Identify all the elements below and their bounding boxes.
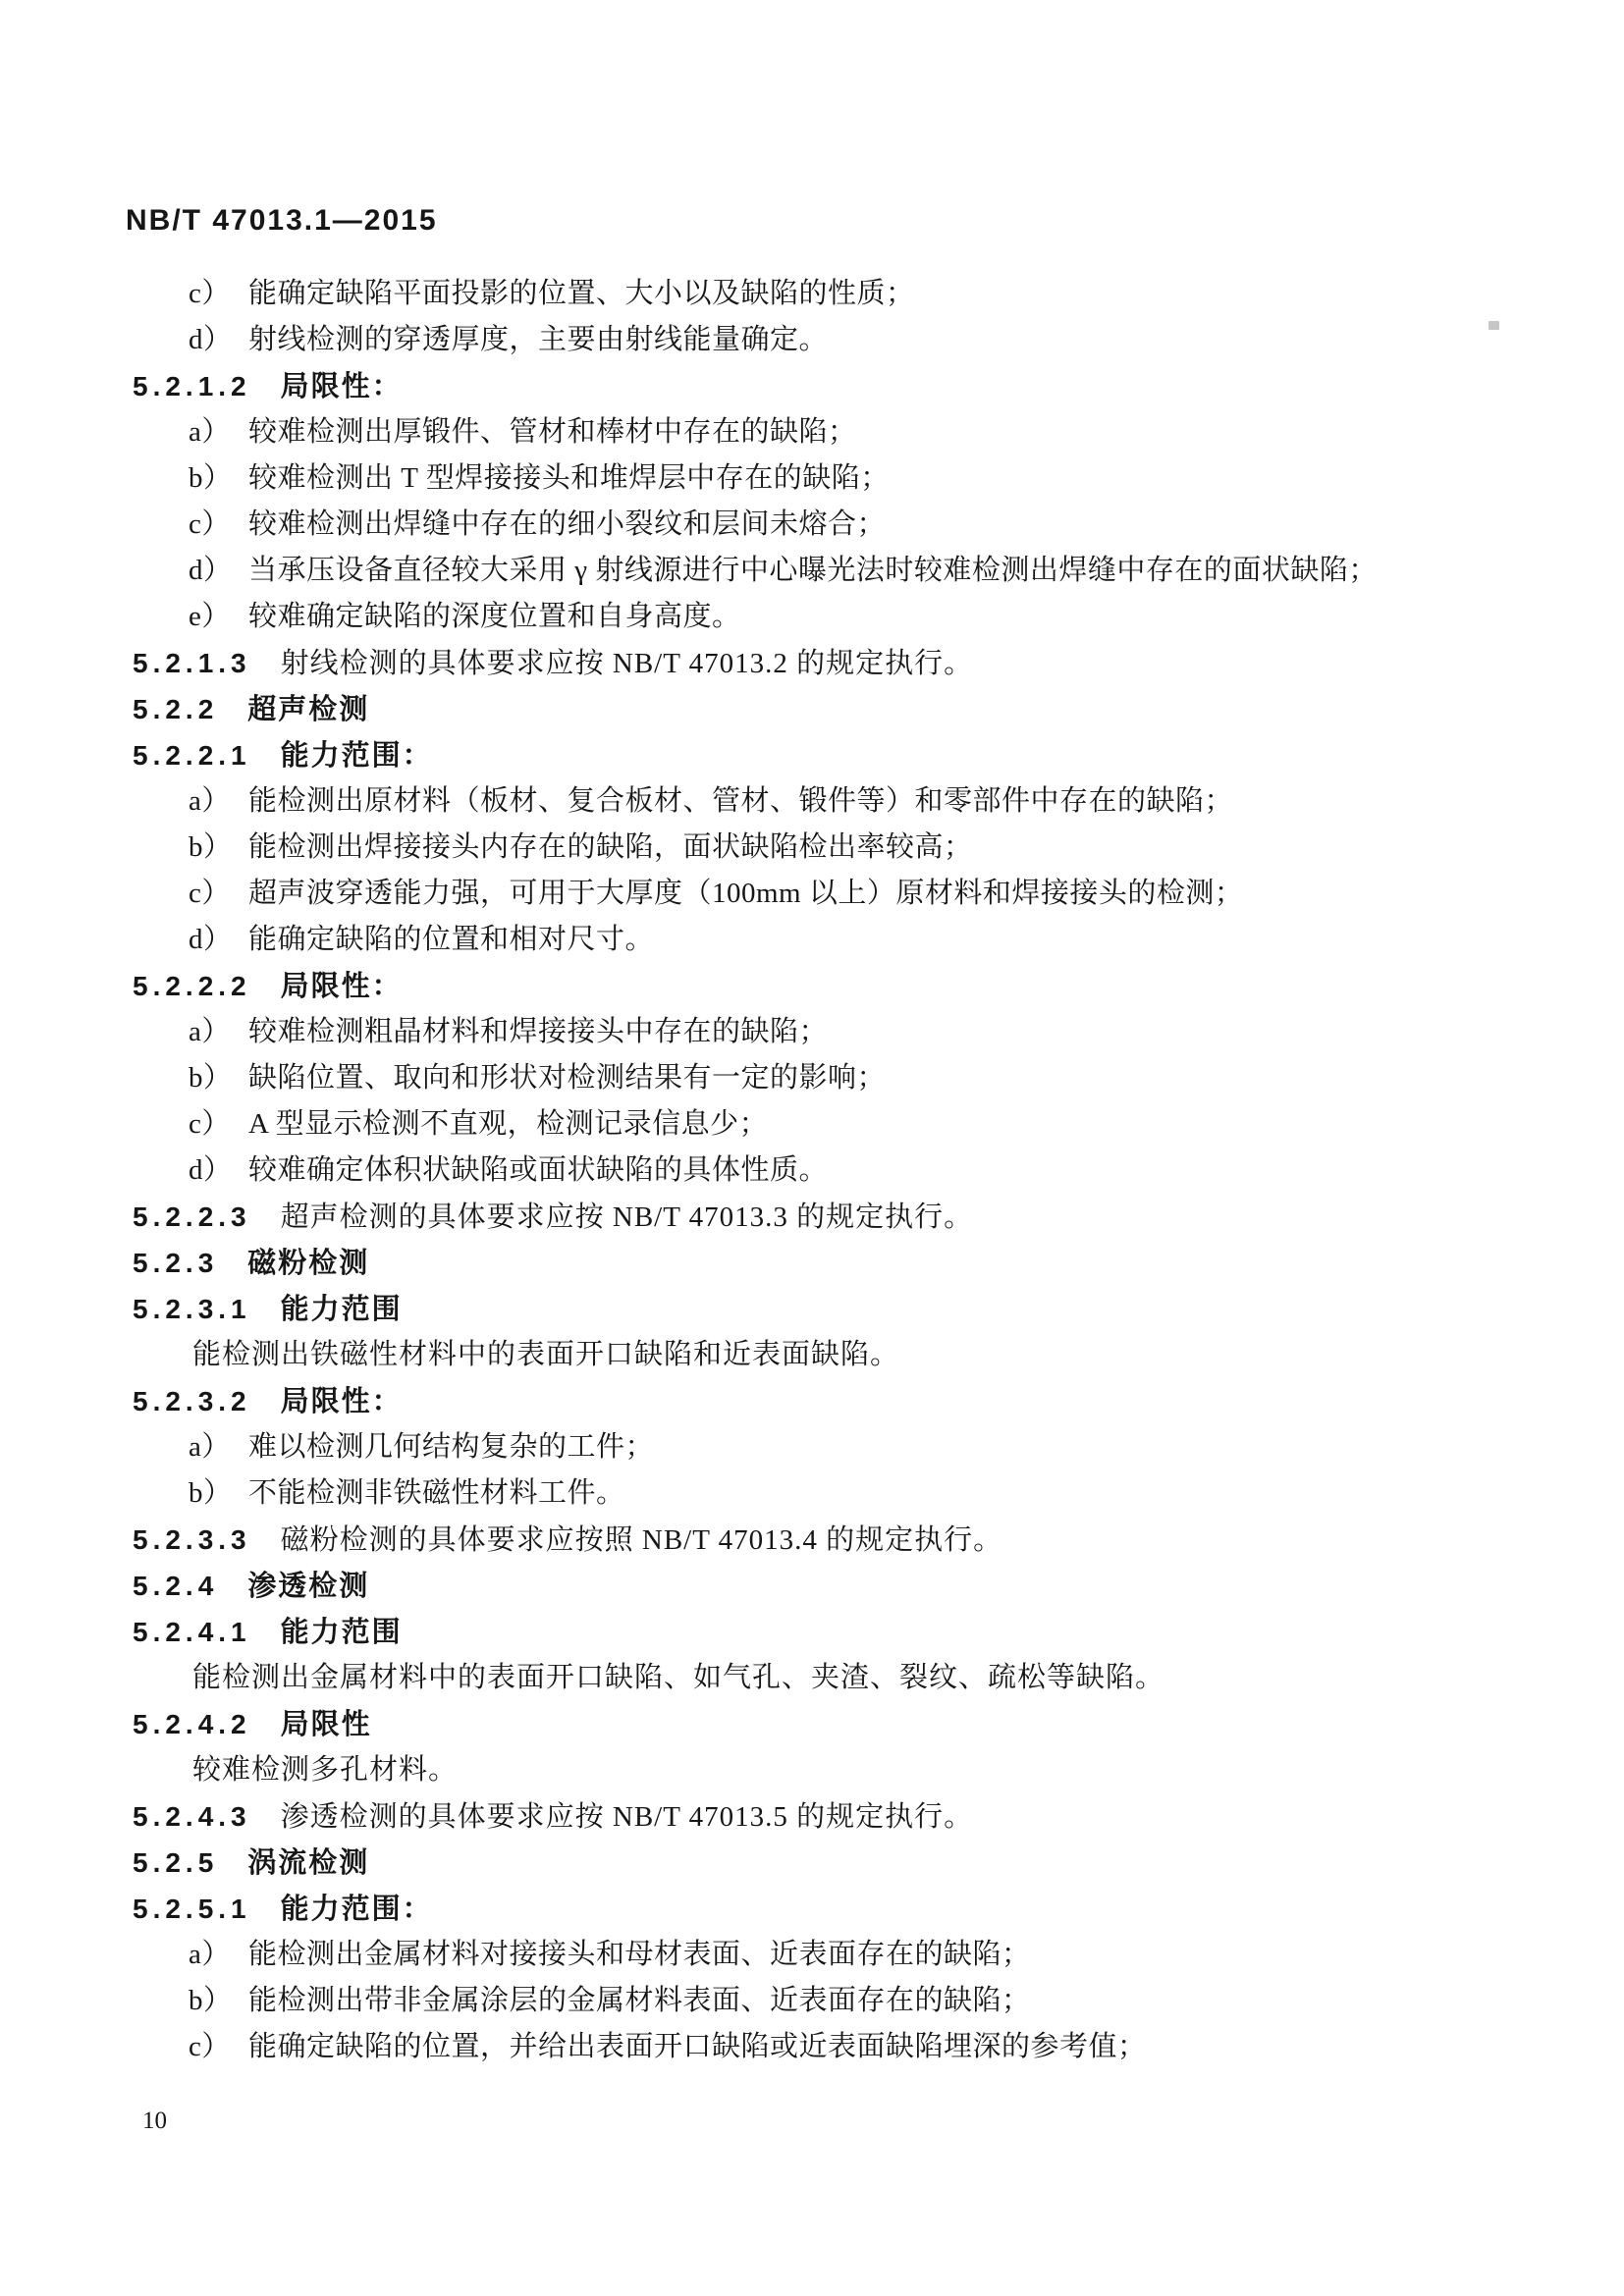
clause-title: 局限性： xyxy=(280,971,403,1002)
clause-title: 磁粉检测 xyxy=(247,1248,370,1279)
clause-number: 5.2.3 xyxy=(133,1248,219,1278)
clause-title: 涡流检测 xyxy=(247,1847,370,1879)
section-heading xyxy=(0,1240,1624,1286)
item-text: 射线检测的穿透厚度，主要由射线能量确定。 xyxy=(248,324,829,355)
item-text: 较难确定体积状缺陷或面状缺陷的具体性质。 xyxy=(248,1154,829,1186)
clause-number: 5.2.2.3 xyxy=(133,1201,251,1232)
standard-number-header: NB/T 47013.1—2015 xyxy=(126,204,438,237)
list-item xyxy=(0,594,1624,640)
list-item xyxy=(0,1009,1624,1055)
clause-statement xyxy=(0,1793,1624,1840)
item-marker: a） xyxy=(189,1431,231,1463)
item-marker: d） xyxy=(189,1154,233,1186)
clause-title: 超声检测 xyxy=(247,694,370,725)
section-heading xyxy=(0,1886,1624,1932)
clause-title: 射线检测的具体要求应按 NB/T 47013.2 的规定执行。 xyxy=(280,648,974,679)
item-text: 难以检测几何结构复杂的工件； xyxy=(248,1431,655,1463)
clause-title: 渗透检测 xyxy=(247,1571,370,1602)
item-marker: d） xyxy=(189,555,233,586)
clause-title: 能力范围： xyxy=(280,1894,433,1925)
item-text: 较难确定缺陷的深度位置和自身高度。 xyxy=(248,601,741,632)
clause-number: 5.2.4.2 xyxy=(133,1709,251,1739)
item-text: 能检测出焊接接头内存在的缺陷，面状缺陷检出率较高； xyxy=(248,831,973,863)
clause-number: 5.2.5 xyxy=(133,1847,219,1878)
clause-number: 5.2.2.1 xyxy=(133,740,251,771)
item-marker: b） xyxy=(189,831,233,863)
item-marker: b） xyxy=(189,1477,233,1509)
document-body xyxy=(0,271,1624,2070)
item-marker: d） xyxy=(189,924,233,955)
item-text: 能确定缺陷的位置，并给出表面开口缺陷或近表面缺陷埋深的参考值； xyxy=(248,2031,1147,2062)
item-marker: a） xyxy=(189,1939,231,1970)
section-heading xyxy=(0,1563,1624,1609)
section-heading xyxy=(0,686,1624,732)
paragraph-text: 能检测出金属材料中的表面开口缺陷、如气孔、夹渣、裂纹、疏松等缺陷。 xyxy=(192,1662,1165,1693)
item-marker: d） xyxy=(189,324,233,355)
clause-number: 5.2.1.3 xyxy=(133,648,251,678)
clause-title: 能力范围： xyxy=(280,740,433,772)
list-item xyxy=(0,548,1624,594)
list-item xyxy=(0,455,1624,502)
clause-number: 5.2.3.1 xyxy=(133,1294,251,1324)
clause-title: 局限性： xyxy=(280,371,403,402)
item-text: 缺陷位置、取向和形状对检测结果有一定的影响； xyxy=(248,1062,887,1094)
item-text: 能检测出原材料（板材、复合板材、管材、锻件等）和零部件中存在的缺陷； xyxy=(248,785,1234,817)
item-marker: b） xyxy=(189,1062,233,1094)
paragraph-text: 较难检测多孔材料。 xyxy=(192,1754,459,1786)
clause-title: 能力范围 xyxy=(280,1617,403,1648)
item-marker: a） xyxy=(189,785,231,817)
section-heading xyxy=(0,1840,1624,1886)
section-heading xyxy=(0,1378,1624,1424)
list-item xyxy=(0,1055,1624,1101)
section-heading xyxy=(0,963,1624,1009)
list-item xyxy=(0,1424,1624,1470)
clause-title: 磁粉检测的具体要求应按照 NB/T 47013.4 的规定执行。 xyxy=(280,1524,1003,1556)
item-marker: a） xyxy=(189,1016,231,1047)
list-item xyxy=(0,1978,1624,2024)
item-text: A 型显示检测不直观，检测记录信息少； xyxy=(248,1108,769,1140)
list-item xyxy=(0,871,1624,917)
clause-statement xyxy=(0,640,1624,686)
list-item xyxy=(0,917,1624,963)
list-item xyxy=(0,409,1624,455)
item-text: 能检测出带非金属涂层的金属材料表面、近表面存在的缺陷； xyxy=(248,1985,1031,2016)
item-text: 较难检测出厚锻件、管材和棒材中存在的缺陷； xyxy=(248,416,857,448)
item-text: 能检测出金属材料对接接头和母材表面、近表面存在的缺陷； xyxy=(248,1939,1031,1970)
clause-number: 5.2.3.2 xyxy=(133,1386,251,1416)
page-number: 10 xyxy=(142,2108,167,2134)
clause-number: 5.2.2 xyxy=(133,694,219,724)
item-marker: b） xyxy=(189,462,233,494)
item-text: 较难检测出 T 型焊接接头和堆焊层中存在的缺陷； xyxy=(248,462,890,494)
clause-number: 5.2.4.3 xyxy=(133,1801,251,1832)
section-heading xyxy=(0,1286,1624,1332)
list-item xyxy=(0,778,1624,825)
clause-title: 渗透检测的具体要求应按 NB/T 47013.5 的规定执行。 xyxy=(280,1801,974,1833)
list-item xyxy=(0,1470,1624,1517)
paragraph xyxy=(0,1655,1624,1701)
clause-number: 5.2.4 xyxy=(133,1571,219,1601)
list-item xyxy=(0,1932,1624,1978)
clause-title: 能力范围 xyxy=(280,1294,403,1325)
clause-title: 超声检测的具体要求应按 NB/T 47013.3 的规定执行。 xyxy=(280,1201,974,1233)
clause-statement xyxy=(0,1194,1624,1240)
item-text: 能确定缺陷的位置和相对尺寸。 xyxy=(248,924,655,955)
item-text: 当承压设备直径较大采用 γ 射线源进行中心曝光法时较难检测出焊缝中存在的面状缺陷； xyxy=(248,555,1378,586)
clause-number: 5.2.5.1 xyxy=(133,1894,251,1924)
item-marker: c） xyxy=(189,508,231,540)
clause-title: 局限性： xyxy=(280,1386,403,1417)
clause-statement xyxy=(0,1517,1624,1563)
list-item xyxy=(0,825,1624,871)
clause-number: 5.2.4.1 xyxy=(133,1617,251,1647)
clause-title: 局限性 xyxy=(280,1709,372,1740)
section-heading xyxy=(0,1701,1624,1747)
section-heading xyxy=(0,363,1624,409)
item-text: 较难检测出焊缝中存在的细小裂纹和层间未熔合； xyxy=(248,508,887,540)
item-marker: e） xyxy=(189,601,231,632)
section-heading xyxy=(0,1609,1624,1655)
item-marker: c） xyxy=(189,878,231,909)
item-marker: c） xyxy=(189,278,231,309)
section-heading xyxy=(0,732,1624,778)
item-marker: b） xyxy=(189,1985,233,2016)
list-item xyxy=(0,502,1624,548)
clause-number: 5.2.2.2 xyxy=(133,971,251,1001)
list-item xyxy=(0,2024,1624,2070)
item-text: 较难检测粗晶材料和焊接接头中存在的缺陷； xyxy=(248,1016,829,1047)
item-text: 能确定缺陷平面投影的位置、大小以及缺陷的性质； xyxy=(248,278,915,309)
clause-number: 5.2.3.3 xyxy=(133,1524,251,1555)
paragraph-text: 能检测出铁磁性材料中的表面开口缺陷和近表面缺陷。 xyxy=(192,1339,900,1370)
item-marker: a） xyxy=(189,416,231,448)
item-marker: c） xyxy=(189,2031,231,2062)
paragraph xyxy=(0,1332,1624,1378)
clause-number: 5.2.1.2 xyxy=(133,371,251,401)
item-marker: c） xyxy=(189,1108,231,1140)
paragraph xyxy=(0,1747,1624,1793)
list-item xyxy=(0,1148,1624,1194)
item-text: 不能检测非铁磁性材料工件。 xyxy=(248,1477,625,1509)
item-text: 超声波穿透能力强，可用于大厚度（100mm 以上）原材料和焊接接头的检测； xyxy=(248,878,1244,909)
list-item xyxy=(0,271,1624,317)
list-item xyxy=(0,1101,1624,1148)
list-item xyxy=(0,317,1624,363)
